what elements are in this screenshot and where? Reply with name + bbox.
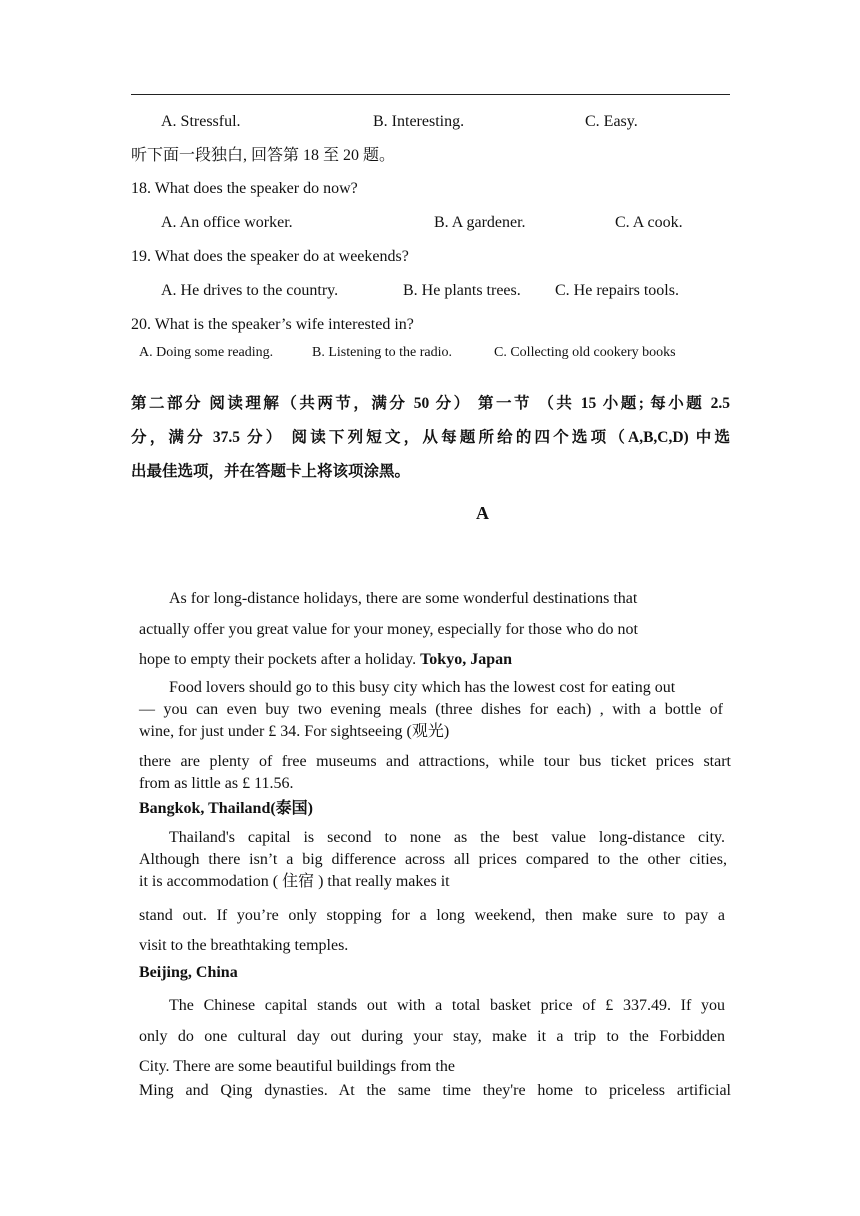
passage-letter: A (476, 503, 489, 523)
q19-option-b: B. He plants trees. (403, 282, 521, 299)
intro-line-1: As for long-distance holidays, there are some wonderful destinations that (169, 590, 638, 607)
part2-instructions-line-2: 分，满分 37.5 分） 阅读下列短文，从每题所给的四个选项（A,B,C,D) 中选 (131, 429, 730, 446)
beijing-line-3: City. There are some beautiful buildings from the (139, 1058, 455, 1075)
tokyo-line-2: — you can even buy two evening meals (three dishes for each) , with a bottle of (139, 701, 723, 718)
intro-line-3-text: hope to empty their pockets after a holiday. (139, 651, 417, 668)
q20-question: 20. What is the speaker’s wife interested in? (131, 316, 414, 333)
q17-option-a: A. Stressful. (161, 113, 241, 130)
q18-option-c: C. A cook. (615, 214, 683, 231)
beijing-line-1: The Chinese capital stands out with a total basket price of £ 337.49. If you (169, 997, 725, 1014)
bangkok-line-4: stand out. If you’re only stopping for a long weekend, then make sure to pay a (139, 907, 725, 924)
bangkok-line-5: visit to the breathtaking temples. (139, 937, 349, 954)
q20-option-a: A. Doing some reading. (139, 345, 274, 360)
tokyo-line-5: from as little as £ 11.56. (139, 775, 294, 792)
q18-option-a: A. An office worker. (161, 214, 293, 231)
q17-option-c: C. Easy. (585, 113, 638, 130)
tokyo-line-4: there are plenty of free museums and attractions, while tour bus ticket prices start (139, 753, 731, 770)
bangkok-line-3: it is accommodation ( 住宿 ) that really makes it (139, 873, 450, 890)
q19-question: 19. What does the speaker do at weekends? (131, 248, 409, 265)
bangkok-line-2: Although there isn’t a big difference across all prices compared to the other cities, (139, 851, 727, 868)
tokyo-heading: Tokyo, Japan (420, 651, 512, 668)
beijing-line-2: only do one cultural day out during your stay, make it a trip to the Forbidden (139, 1028, 725, 1045)
intro-line-3 (139, 650, 512, 670)
q19-option-a: A. He drives to the country. (161, 282, 339, 299)
intro-line-2: actually offer you great value for your money, especially for those who do not (139, 621, 638, 638)
monologue-intro: 听下面一段独白, 回答第 18 至 20 题。 (131, 147, 396, 164)
part2-instructions-line-3: 出最佳选项，并在答题卡上将该项涂黑。 (131, 463, 411, 480)
tokyo-line-1: Food lovers should go to this busy city which has the lowest cost for eating out (169, 679, 676, 696)
tokyo-line-3: wine, for just under £ 34. For sightseeing (观光) (139, 723, 450, 740)
header-rule (131, 94, 730, 95)
q18-question: 18. What does the speaker do now? (131, 180, 358, 197)
q17-option-b: B. Interesting. (373, 113, 465, 130)
q18-option-b: B. A gardener. (434, 214, 526, 231)
beijing-heading: Beijing, China (139, 964, 238, 981)
bangkok-line-1: Thailand's capital is second to none as the best value long-distance city. (169, 829, 725, 846)
q19-option-c: C. He repairs tools. (555, 282, 679, 299)
q20-option-c: C. Collecting old cookery books (494, 345, 676, 360)
bangkok-heading: Bangkok, Thailand(泰国) (139, 800, 313, 817)
part2-instructions-line-1: 第二部分 阅读理解（共两节，满分 50 分） 第一节 （共 15 小题; 每小题 2.5 (131, 395, 730, 412)
beijing-line-4: Ming and Qing dynasties. At the same time they're home to priceless artificial (139, 1082, 731, 1099)
q20-option-b: B. Listening to the radio. (312, 345, 452, 360)
